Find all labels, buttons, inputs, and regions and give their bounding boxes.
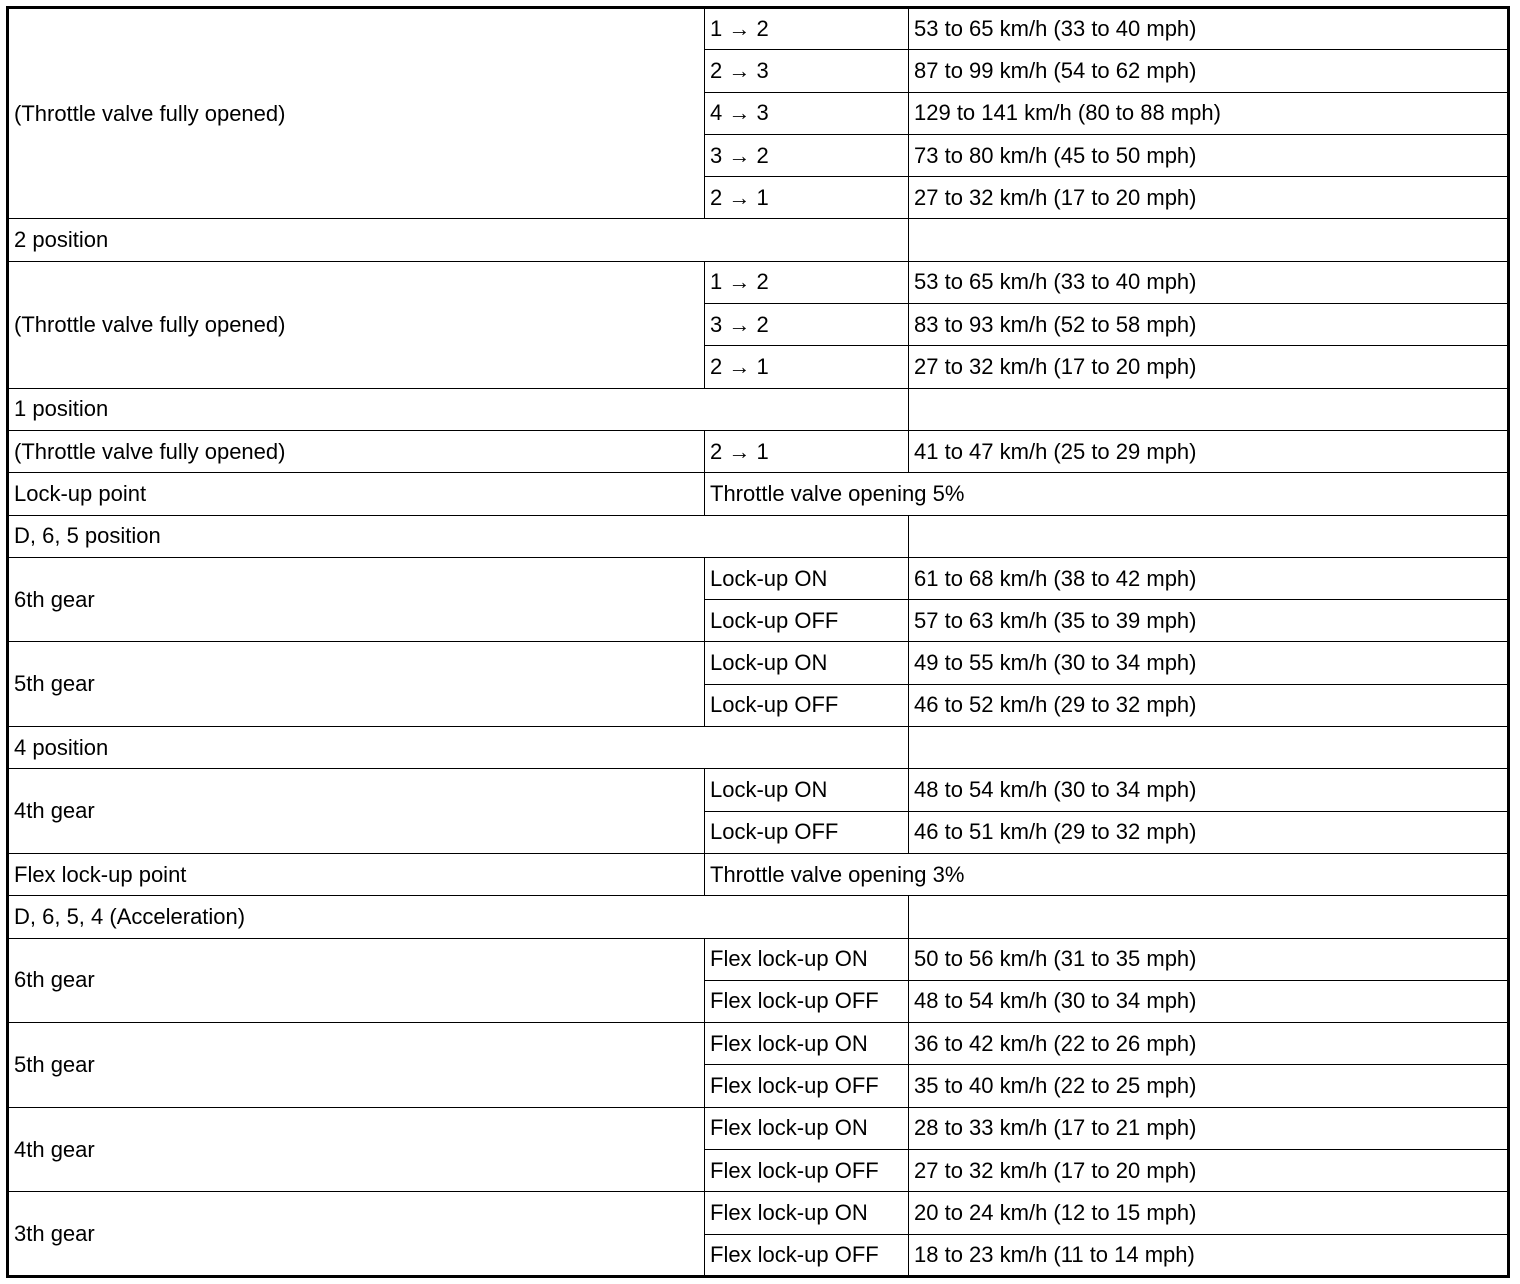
table-row [8, 1192, 1509, 1234]
table-row [8, 8, 1509, 50]
table-row [8, 515, 1509, 557]
shift-condition-cell: 4 → 3 [705, 92, 909, 134]
table-row [8, 896, 1509, 938]
table-row [8, 473, 1509, 515]
row-label: Flex lock-up point [8, 853, 705, 895]
table-row [8, 853, 1509, 895]
empty-cell [909, 219, 1509, 261]
shift-condition-cell: Lock-up ON [705, 642, 909, 684]
shift-condition-cell: 2 → 1 [705, 346, 909, 388]
table-row [8, 430, 1509, 472]
row-label: 3th gear [8, 1192, 705, 1277]
empty-cell [909, 727, 1509, 769]
row-label: (Throttle valve fully opened) [8, 261, 705, 388]
shift-condition-cell: Flex lock-up ON [705, 1192, 909, 1234]
section-header: 2 position [8, 219, 909, 261]
shift-condition-cell: Lock-up ON [705, 769, 909, 811]
speed-value-cell: 87 to 99 km/h (54 to 62 mph) [909, 50, 1509, 92]
section-header: 4 position [8, 727, 909, 769]
speed-value-cell: 46 to 52 km/h (29 to 32 mph) [909, 684, 1509, 726]
table-row [8, 388, 1509, 430]
row-label: 5th gear [8, 642, 705, 727]
empty-cell [909, 896, 1509, 938]
table-row [8, 938, 1509, 980]
speed-value-cell: 50 to 56 km/h (31 to 35 mph) [909, 938, 1509, 980]
table-row [8, 769, 1509, 811]
table-row [8, 642, 1509, 684]
section-header: D, 6, 5 position [8, 515, 909, 557]
speed-value-cell: 53 to 65 km/h (33 to 40 mph) [909, 261, 1509, 303]
shift-condition-cell: 2 → 1 [705, 177, 909, 219]
speed-value-cell: 49 to 55 km/h (30 to 34 mph) [909, 642, 1509, 684]
section-header: 1 position [8, 388, 909, 430]
shift-condition-cell: 3 → 2 [705, 304, 909, 346]
shift-condition-cell: Lock-up OFF [705, 684, 909, 726]
table-row [8, 727, 1509, 769]
table-row [8, 261, 1509, 303]
section-header: D, 6, 5, 4 (Acceleration) [8, 896, 909, 938]
speed-value-cell: 20 to 24 km/h (12 to 15 mph) [909, 1192, 1509, 1234]
speed-value-cell: 129 to 141 km/h (80 to 88 mph) [909, 92, 1509, 134]
speed-value-cell: 35 to 40 km/h (22 to 25 mph) [909, 1065, 1509, 1107]
shift-condition-cell: 1 → 2 [705, 261, 909, 303]
row-label: Lock-up point [8, 473, 705, 515]
speed-value-cell: 46 to 51 km/h (29 to 32 mph) [909, 811, 1509, 853]
table-row [8, 219, 1509, 261]
row-label: 6th gear [8, 938, 705, 1023]
row-label: 4th gear [8, 1107, 705, 1192]
shift-condition-cell: Flex lock-up ON [705, 1107, 909, 1149]
shift-condition-cell: Lock-up OFF [705, 600, 909, 642]
row-label: (Throttle valve fully opened) [8, 430, 705, 472]
speed-value-cell: 27 to 32 km/h (17 to 20 mph) [909, 177, 1509, 219]
speed-value-cell: 28 to 33 km/h (17 to 21 mph) [909, 1107, 1509, 1149]
speed-value-cell: 61 to 68 km/h (38 to 42 mph) [909, 557, 1509, 599]
speed-value-cell: 27 to 32 km/h (17 to 20 mph) [909, 1150, 1509, 1192]
shift-condition-cell: 2 → 3 [705, 50, 909, 92]
speed-value-cell: 83 to 93 km/h (52 to 58 mph) [909, 304, 1509, 346]
shift-condition-cell: Flex lock-up OFF [705, 1150, 909, 1192]
shift-condition-cell: 2 → 1 [705, 430, 909, 472]
table-row [8, 1107, 1509, 1149]
shift-condition-cell: 1 → 2 [705, 8, 909, 50]
wide-value-cell: Throttle valve opening 5% [705, 473, 1509, 515]
row-label: 6th gear [8, 557, 705, 642]
speed-value-cell: 73 to 80 km/h (45 to 50 mph) [909, 134, 1509, 176]
shift-condition-cell: Lock-up ON [705, 557, 909, 599]
row-label: (Throttle valve fully opened) [8, 8, 705, 219]
table-row [8, 1023, 1509, 1065]
empty-cell [909, 388, 1509, 430]
shift-condition-cell: Flex lock-up ON [705, 1023, 909, 1065]
wide-value-cell: Throttle valve opening 3% [705, 853, 1509, 895]
shift-condition-cell: 3 → 2 [705, 134, 909, 176]
row-label: 4th gear [8, 769, 705, 854]
shift-condition-cell: Flex lock-up OFF [705, 1234, 909, 1276]
table-row [8, 557, 1509, 599]
shift-condition-cell: Flex lock-up OFF [705, 980, 909, 1022]
speed-value-cell: 57 to 63 km/h (35 to 39 mph) [909, 600, 1509, 642]
speed-value-cell: 53 to 65 km/h (33 to 40 mph) [909, 8, 1509, 50]
speed-value-cell: 41 to 47 km/h (25 to 29 mph) [909, 430, 1509, 472]
empty-cell [909, 515, 1509, 557]
speed-value-cell: 48 to 54 km/h (30 to 34 mph) [909, 980, 1509, 1022]
row-label: 5th gear [8, 1023, 705, 1108]
shift-condition-cell: Flex lock-up ON [705, 938, 909, 980]
speed-value-cell: 27 to 32 km/h (17 to 20 mph) [909, 346, 1509, 388]
shift-speed-spec-table [6, 6, 1510, 1278]
spec-table-body [8, 8, 1509, 1277]
speed-value-cell: 48 to 54 km/h (30 to 34 mph) [909, 769, 1509, 811]
speed-value-cell: 36 to 42 km/h (22 to 26 mph) [909, 1023, 1509, 1065]
shift-condition-cell: Lock-up OFF [705, 811, 909, 853]
speed-value-cell: 18 to 23 km/h (11 to 14 mph) [909, 1234, 1509, 1276]
shift-condition-cell: Flex lock-up OFF [705, 1065, 909, 1107]
